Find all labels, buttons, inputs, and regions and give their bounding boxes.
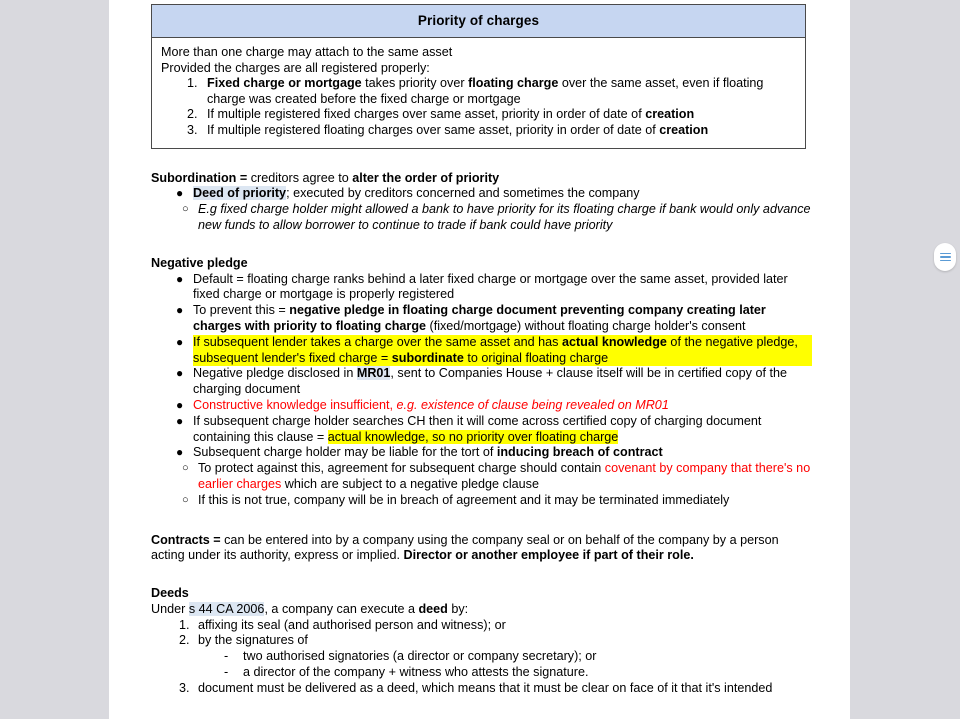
text-run: If multiple registered fixed charges over same asset, priority in order of date of (207, 107, 646, 122)
text-run: alter the order of priority (352, 170, 500, 185)
text-run: Negative pledge disclosed in (193, 366, 357, 381)
text-run: If multiple registered floating charges over same asset, priority in order of date of (207, 122, 660, 137)
bullet-list-item (176, 334, 812, 367)
contracts-paragraph (151, 533, 812, 565)
bullet-marker: ● (176, 366, 184, 381)
text-run: e.g. existence of clause being revealed on MR01 (396, 397, 669, 412)
bullet-list-item (176, 271, 812, 304)
text-run: MR01 (356, 366, 391, 381)
text-run: s 44 CA 2006 (188, 601, 265, 616)
text-run: creditors agree to (247, 170, 353, 185)
bullet-marker: ○ (182, 462, 189, 475)
text-run: by: (447, 601, 469, 616)
priority-of-charges-box (151, 4, 806, 149)
contracts-section (151, 533, 812, 565)
text-run: Director or another employee if part of their role. (403, 548, 694, 563)
bullet-list-item (182, 202, 812, 234)
text-run: covenant by company that there's no earlier charges (198, 461, 811, 491)
outline-toggle-button[interactable] (934, 243, 956, 271)
text-run: To prevent this = (193, 303, 290, 318)
text-run: over the same asset, even if floating charge was created before the fixed charge or mortgage (207, 76, 764, 106)
text-run: actual knowledge (561, 334, 667, 349)
numbered-list-item (193, 618, 812, 634)
bullet-list-item (176, 413, 812, 446)
text-run: , a company can execute a (264, 601, 419, 616)
numbered-list-item (201, 76, 796, 107)
text-run: Fixed charge or mortgage (207, 76, 362, 91)
viewer-gutter-right (850, 0, 960, 719)
subordination-heading (151, 171, 812, 187)
bullet-marker: - (224, 649, 229, 664)
numbered-list-item (193, 633, 812, 649)
priority-of-charges-body (152, 38, 805, 148)
subordination-bullets (151, 186, 812, 202)
negative-pledge-heading: Negative pledge (151, 255, 248, 270)
text-run: Subsequent charge holder may be liable for the tort of (193, 445, 497, 460)
dash-list-item (224, 649, 812, 665)
subordination-subbullets (151, 202, 812, 234)
bullet-list-item (176, 366, 812, 398)
text-run: of the negative pledge, subsequent lender's fixed charge = (193, 334, 798, 365)
text-run: inducing breach of contract (496, 445, 663, 460)
text-run: If subsequent charge holder searches CH then it will come across certified copy of charging document containing this clause = (193, 413, 762, 444)
text-run: two authorised signatories (a director or company secretary); or (243, 649, 597, 664)
text-run: by the signatures of (198, 633, 308, 648)
negative-pledge-section (151, 256, 812, 509)
text-run: a director of the company + witness who attests the signature. (243, 665, 589, 680)
bullet-marker: ● (176, 397, 184, 412)
text-run: ; executed by creditors concerned and sometimes the company (286, 186, 640, 201)
text-run: subordinate (391, 350, 464, 365)
text-run: Constructive knowledge insufficient, (193, 397, 397, 412)
text-run: takes priority over (361, 76, 469, 91)
text-run: E.g fixed charge holder might allowed a bank to have priority for its floating charge if bank would only advance new funds to allow borrower to continue to trade if bank could have priority (198, 202, 811, 232)
bullet-marker: ● (176, 303, 184, 318)
dash-list-item (224, 665, 812, 681)
numbered-list-item (201, 123, 796, 139)
text-run: , sent to Companies House + clause itself will be in certified copy of the charging document (193, 366, 787, 397)
text-run: creation (645, 107, 695, 122)
text-run: Deed of priority (193, 186, 287, 201)
text-run: (fixed/mortgage) without floating charge holder's consent (426, 318, 746, 333)
bullet-marker: ● (176, 445, 184, 460)
bullet-marker: ● (176, 271, 184, 286)
text-run: to original floating charge (463, 350, 609, 365)
text-run: creation (659, 122, 709, 137)
bullet-list-item (182, 492, 812, 509)
text-run: To protect against this, agreement for subsequent charge should contain (198, 461, 605, 476)
text-run: floating charge (468, 76, 559, 91)
box-intro-line: Provided the charges are all registered properly: (161, 60, 430, 75)
deeds-section (151, 586, 812, 697)
bullet-marker: - (224, 665, 229, 680)
bullet-list-item (176, 397, 812, 414)
text-run: negative pledge in floating charge document preventing company creating later charges with priority to floating charge (193, 303, 766, 333)
text-run: Default = floating charge ranks behind a later fixed charge or mortgage over the same asset, provided later fixed charge or mortgage is properly registered (193, 271, 788, 302)
deeds-intro (151, 602, 812, 618)
text-run: can be entered into by a company using the company seal or on behalf of the company by a person acting under its authority, express or implied. (151, 532, 779, 563)
text-run: deed (418, 601, 448, 616)
priority-of-charges-title: Priority of charges (152, 5, 805, 38)
numbered-list-item (193, 681, 812, 697)
negative-pledge-subbullets (151, 461, 812, 508)
bullet-list-item (176, 186, 812, 202)
bullet-marker: ● (176, 334, 184, 349)
bullet-marker: ○ (182, 493, 189, 506)
text-run: Subordination = (151, 170, 248, 185)
negative-pledge-bullets (151, 272, 812, 462)
box-intro-line: More than one charge may attach to the same asset (161, 45, 453, 59)
deeds-list (151, 618, 812, 697)
subordination-section (151, 171, 812, 234)
text-run: If this is not true, company will be in breach of agreement and it may be terminated immediately (198, 492, 730, 507)
bullet-marker: ● (176, 413, 184, 428)
deeds-dash-list (193, 649, 812, 681)
text-run: actual knowledge, so no priority over floating charge (327, 429, 619, 444)
bullet-list-item (176, 303, 812, 335)
deeds-heading: Deeds (151, 586, 189, 601)
bullet-list-item (182, 461, 812, 493)
text-run: Contracts = (151, 532, 221, 547)
text-run: affixing its seal (and authorised person and witness); or (198, 617, 506, 632)
text-run: document must be delivered as a deed, which means that it must be clear on face of it that it's intended (198, 680, 773, 695)
numbered-list-item (201, 107, 796, 123)
bullet-marker: ● (176, 186, 184, 201)
bullet-marker: ○ (182, 203, 189, 216)
viewer-gutter-left (0, 0, 109, 719)
priority-rules-list (161, 76, 796, 138)
text-run: Under (151, 601, 189, 616)
list-lines-icon (940, 253, 951, 262)
text-run: If subsequent lender takes a charge over the same asset and has (193, 334, 562, 349)
text-run: which are subject to a negative pledge clause (281, 476, 539, 491)
bullet-list-item (176, 445, 812, 461)
document-page (109, 0, 850, 719)
